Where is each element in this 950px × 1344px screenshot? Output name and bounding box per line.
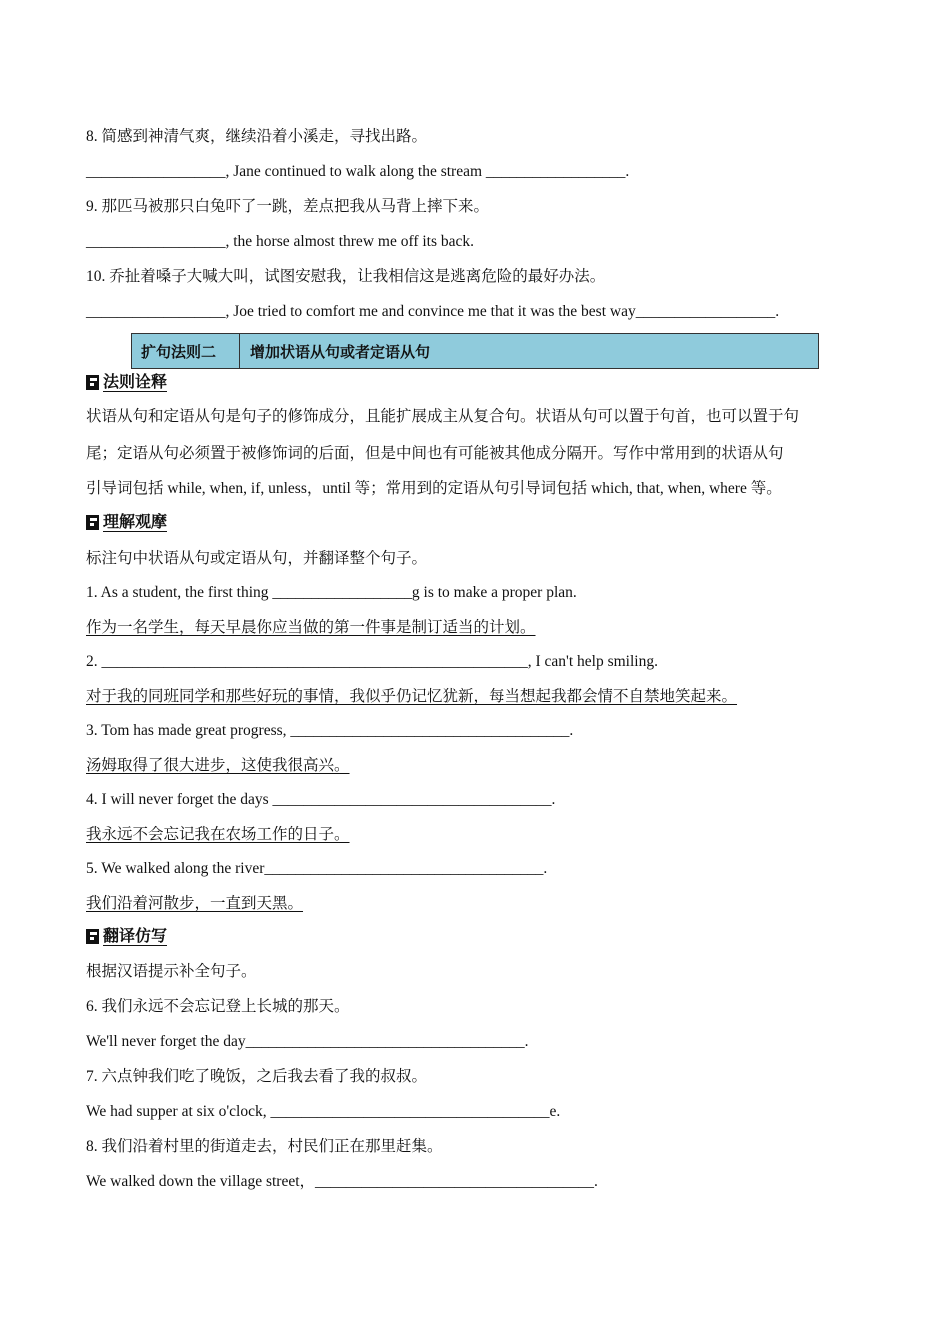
top-item-8-cn: 8. 简感到神清气爽，继续沿着小溪走，寻找出路。 bbox=[86, 128, 428, 145]
observe-item-4-cn: 我永远不会忘记我在农场工作的日子。 bbox=[86, 826, 350, 843]
translate-item-8-en: We walked down the village street，____________________________________. bbox=[86, 1173, 598, 1190]
observe-item-5-cn: 我们沿着河散步，一直到天黑。 bbox=[86, 895, 304, 912]
translate-instruction: 根据汉语提示补全句子。 bbox=[86, 963, 257, 980]
observe-item-5-en: 5. We walked along the river____________________________________. bbox=[86, 860, 548, 877]
section-translate bbox=[86, 927, 167, 946]
translate-item-7-en: We had supper at six o'clock, ____________________________________e. bbox=[86, 1103, 561, 1120]
observe-item-2-en: 2. _______________________________________________________, I can't help smiling. bbox=[86, 653, 658, 670]
section-translate-title: 翻译仿写 bbox=[103, 926, 168, 945]
observe-item-1-cn: 作为一名学生，每天早晨你应当做的第一件事是制订适当的计划。 bbox=[86, 619, 536, 636]
top-item-9-en: __________________, the horse almost threw me off its back. bbox=[86, 233, 475, 250]
section-observe-title: 理解观摩 bbox=[103, 512, 168, 531]
top-item-9-cn: 9. 那匹马被那只白兔吓了一跳，差点把我从马背上摔下来。 bbox=[86, 198, 490, 215]
rule-content: 增加状语从句或者定语从句 bbox=[250, 343, 431, 361]
translate-item-7-cn: 7. 六点钟我们吃了晚饭，之后我去看了我的叔叔。 bbox=[86, 1068, 428, 1085]
observe-item-4-en: 4. I will never forget the days ____________________________________. bbox=[86, 791, 556, 808]
explanation-line-2: 尾；定语从句必须置于被修饰词的后面，但是中间也有可能被其他成分隔开。写作中常用到的状语从句 bbox=[86, 445, 784, 462]
observe-item-3-en: 3. Tom has made great progress, ____________________________________. bbox=[86, 722, 574, 739]
section-marker-icon bbox=[86, 929, 99, 944]
observe-item-1-en: 1. As a student, the first thing __________________g is to make a proper plan. bbox=[86, 584, 577, 601]
section-explain bbox=[86, 373, 167, 392]
translate-item-6-en: We'll never forget the day____________________________________. bbox=[86, 1033, 529, 1050]
section-marker-icon bbox=[86, 515, 99, 530]
section-observe bbox=[86, 513, 167, 532]
translate-item-6-cn: 6. 我们永远不会忘记登上长城的那天。 bbox=[86, 998, 350, 1015]
rule-label: 扩句法则二 bbox=[132, 334, 240, 368]
top-item-8-en: __________________, Jane continued to walk along the stream __________________. bbox=[86, 163, 630, 180]
section-explain-title: 法则诠释 bbox=[103, 372, 168, 391]
top-item-10-en: __________________, Joe tried to comfort me and convince me that it was the best way__________________. bbox=[86, 303, 780, 320]
rule-table bbox=[131, 333, 819, 369]
observe-item-3-cn: 汤姆取得了很大进步，这使我很高兴。 bbox=[86, 757, 350, 774]
explanation-line-3: 引导词包括 while, when, if, unless，until 等；常用到的定语从句引导词包括 which, that, when, where 等。 bbox=[86, 480, 782, 497]
top-item-10-cn: 10. 乔扯着嗓子大喊大叫，试图安慰我，让我相信这是逃离危险的最好办法。 bbox=[86, 268, 606, 285]
observe-item-2-cn: 对于我的同班同学和那些好玩的事情，我似乎仍记忆犹新，每当想起我都会情不自禁地笑起来。 bbox=[86, 688, 738, 705]
observe-instruction: 标注句中状语从句或定语从句，并翻译整个句子。 bbox=[86, 550, 428, 567]
translate-item-8-cn: 8. 我们沿着村里的街道走去，村民们正在那里赶集。 bbox=[86, 1138, 443, 1155]
section-marker-icon bbox=[86, 375, 99, 390]
explanation-line-1: 状语从句和定语从句是句子的修饰成分，且能扩展成主从复合句。状语从句可以置于句首，也可以置于句 bbox=[86, 408, 800, 425]
